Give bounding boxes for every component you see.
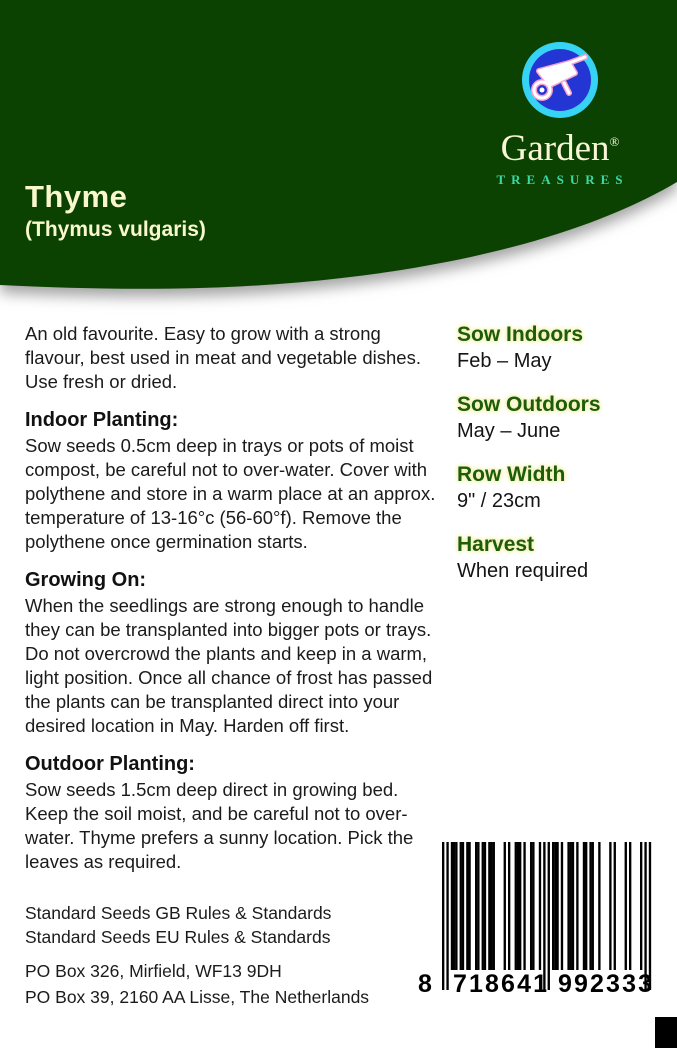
fact-label: Sow Outdoors: [457, 393, 601, 416]
quick-facts-column: [457, 322, 667, 602]
page-title: Thyme: [25, 179, 128, 214]
brand-logo: [478, 40, 642, 188]
header: [0, 0, 677, 300]
section-heading: Growing On:: [25, 569, 147, 591]
section-heading: Outdoor Planting:: [25, 753, 195, 775]
fact-value: Feb – May: [457, 350, 552, 372]
section-heading: Indoor Planting:: [25, 409, 179, 431]
standards-block: [25, 901, 445, 949]
section-body: Sow seeds 0.5cm deep in trays or pots of moist compost, be careful not to over-water. Cover with polythene and store in a warm place at an approx. temperature of 13-16°c (56-60°f). Remove the polythene once germination starts.: [25, 435, 436, 552]
print-registration-mark: [655, 1017, 677, 1048]
barcode-digit-group: 7 1 8 6 4 1: [453, 970, 547, 998]
barcode-digit-group: 8: [418, 970, 432, 998]
section-body: When the seedlings are strong enough to handle they can be transplanted into bigger pots or trays. Do not overcrowd the plants and keep in a warm, light position. Once all chance of frost has passed the plants can be transplanted direct into your desired location in May. Harden off first.: [25, 595, 433, 736]
barcode: [416, 842, 661, 1002]
barcode-digit-group: 9 9 2 3 3 3: [558, 970, 652, 998]
section-body: Sow seeds 1.5cm deep direct in growing bed. Keep the soil moist, and be careful not to over-water. Thyme prefers a sunny location. Pick the leaves as required.: [25, 779, 414, 872]
description-column: [25, 322, 440, 874]
fact-label: Sow Indoors: [457, 323, 583, 346]
fact-row-width: [457, 462, 667, 515]
address-line: PO Box 326, Mirfield, WF13 9DH: [25, 961, 282, 981]
brand-name: Garden®: [500, 128, 620, 169]
standards-line: Standard Seeds EU Rules & Standards: [25, 927, 331, 947]
fact-value: When required: [457, 560, 589, 582]
title-block: [25, 180, 206, 244]
fact-sow-outdoors: [457, 392, 667, 445]
fact-value: May – June: [457, 420, 561, 442]
fact-harvest: [457, 532, 667, 585]
fact-sow-indoors: [457, 322, 667, 375]
section-outdoor-planting: [25, 751, 440, 874]
brand-tagline: TREASURES: [496, 172, 629, 187]
address-line: PO Box 39, 2160 AA Lisse, The Netherlands: [25, 987, 370, 1007]
registered-mark: ®: [609, 134, 620, 149]
standards-line: Standard Seeds GB Rules & Standards: [25, 903, 332, 923]
botanical-name: (Thymus vulgaris): [25, 218, 206, 241]
barcode-digits: [416, 968, 661, 998]
fact-label: Row Width: [457, 463, 566, 486]
fact-value: 9" / 23cm: [457, 490, 541, 512]
intro-paragraph: An old favourite. Easy to grow with a strong flavour, best used in meat and vegetable dishes. Use fresh or dried.: [25, 323, 421, 392]
footer: [25, 901, 445, 1010]
wheelbarrow-icon: [519, 40, 601, 120]
section-growing-on: [25, 567, 440, 738]
section-indoor-planting: [25, 407, 440, 554]
addresses-block: [25, 958, 445, 1010]
fact-label: Harvest: [457, 533, 535, 556]
